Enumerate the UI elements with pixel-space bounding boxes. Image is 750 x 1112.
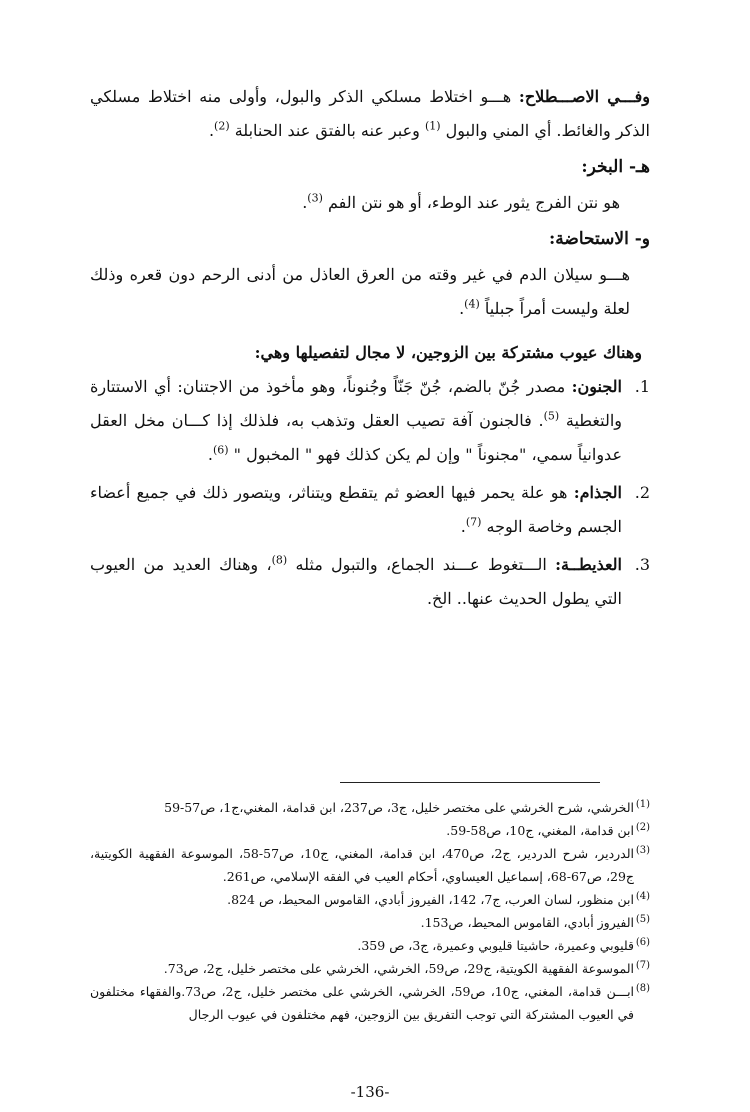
- list-number: 1.: [634, 377, 650, 396]
- footnote: [90, 957, 650, 980]
- footnote-ref[interactable]: (8): [271, 553, 288, 567]
- paragraph-text: وعبر عنه بالفتق عند الحنابلة: [229, 121, 425, 140]
- footnote-number: (1): [635, 799, 650, 810]
- footnote-ref[interactable]: (2): [214, 119, 230, 133]
- footnote-text: الدردير، شرح الدردير، ج2، ص470، ابن قدامة، المغني، ج10، ص57-58، الموسوعة الفقهية الكويتية، ج29، ص67-68، إسماعيل العيساوي، أحكام العيب في الفقه الإسلامي، ص261.: [90, 846, 635, 884]
- footnote-text: الخرشي، شرح الخرشي على مختصر خليل، ج3، ص237، ابن قدامة، المغني،ج1، ص57-59: [164, 800, 634, 815]
- footnote-number: (8): [635, 983, 650, 994]
- footnote-number: (7): [635, 960, 650, 971]
- term-label: وفـــي الاصـــطلاح:: [518, 87, 651, 106]
- list-intro: وهناك عيوب مشتركة بين الزوجين، لا مجال لتفصيلها وهي:: [254, 343, 642, 362]
- footnote-text: قليوبي وعميرة، حاشيتا قليوبي وعميرة، ج3، ص 359.: [357, 938, 634, 953]
- footnote: [90, 888, 650, 911]
- paragraph-istihada: [90, 258, 650, 326]
- punctuation: .: [207, 445, 213, 464]
- footnote-ref[interactable]: (3): [307, 191, 323, 205]
- document-page: [90, 80, 650, 1112]
- section-heading-bakhar: هـ- البخر:: [581, 157, 650, 177]
- paragraph-terminology: [90, 80, 650, 148]
- punctuation: .: [208, 121, 215, 140]
- footnote-text: ابن قدامة، المغني، ج10، ص58-59.: [446, 823, 634, 838]
- footnote: [90, 911, 650, 934]
- paragraph-text: ، وهناك العديد من العيوب التي يطول الحديث عنها.. الخ.: [90, 555, 622, 608]
- paragraph-text: هـــو سيلان الدم في غير وقته من العرق العاذل من أدنى الرحم دون قعره وذلك لعلة وليست أمراً جبلياً: [90, 265, 631, 318]
- list-item: [90, 370, 650, 472]
- paragraph-text: هو نتن الفرج يثور عند الوطء، أو هو نتن الفم: [322, 193, 620, 212]
- footnote: [90, 934, 650, 957]
- footnote-text: الموسوعة الفقهية الكويتية، ج29، ص59، الخرشي، الخرشي على مختصر خليل، ج2، ص73.: [163, 961, 634, 976]
- defects-list: [90, 370, 650, 616]
- footnote-number: (3): [635, 845, 650, 856]
- paragraph-bakhar: [90, 186, 650, 220]
- footnote-text: ابـــن قدامة، المغني، ج10، ص59، الخرشي، الخرشي على مختصر خليل، ج2، ص73.والفقهاء مختلفون في العيوب المشتركة التي توجب التفريق بين الزوجين، فهم مختلفون في عيوب الرجال: [90, 984, 635, 1022]
- footnote-ref[interactable]: (4): [464, 297, 480, 311]
- footnote-ref[interactable]: (7): [465, 515, 482, 529]
- paragraph-text: . فالجنون آفة تصيب العقل وتذهب به، فلذلك إذا كـــان مخل العقل عدوانياً سمي، "مجنوناً " وإن لم يكن كذلك فهو " المخبول ": [90, 411, 622, 464]
- footnote-text: الفيروز أبادي، القاموس المحيط، ص153.: [420, 915, 634, 930]
- footnote: [90, 980, 650, 1026]
- paragraph-text: هو علة يحمر فيها العضو ثم يتقطع ويتناثر، ويتصور ذلك في جميع أعضاء الجسم وخاصة الوجه: [90, 483, 622, 536]
- footnote-number: (2): [635, 822, 650, 833]
- footnote-ref[interactable]: (1): [424, 119, 441, 133]
- footnote: [90, 819, 650, 842]
- section-heading-istihada: و- الاستحاضة:: [549, 229, 650, 249]
- footnote-ref[interactable]: (5): [543, 409, 560, 423]
- term-label: الجنون:: [571, 377, 622, 396]
- punctuation: .: [459, 299, 465, 318]
- paragraph-text: هـــو اختلاط مسلكي الذكر والبول، وأولى منه اختلاط مسلكي الذكر والغائط. أي المني والبول: [90, 87, 650, 140]
- footnote-separator: [340, 782, 600, 783]
- list-number: 2.: [634, 483, 650, 502]
- list-item: [90, 548, 650, 616]
- punctuation: .: [302, 193, 308, 212]
- footnote-ref[interactable]: (6): [212, 443, 229, 457]
- footnote: [90, 796, 650, 819]
- list-item: [90, 476, 650, 544]
- footnotes-section: [90, 796, 650, 1026]
- term-label: العذيطــة:: [555, 555, 622, 574]
- footnote: [90, 842, 650, 888]
- page-number: -136-: [350, 1083, 390, 1101]
- paragraph-text: الـــتغوط عـــند الجماع، والتبول مثله: [287, 555, 556, 574]
- term-label: الجذام:: [573, 483, 622, 502]
- footnote-text: ابن منظور، لسان العرب، ج7، 142، الفيروز أبادي، القاموس المحيط، ص 824.: [227, 892, 634, 907]
- paragraph-text: .: [460, 517, 466, 536]
- footnote-number: (5): [635, 914, 650, 925]
- list-number: 3.: [634, 555, 650, 574]
- paragraph-text: مصدر جُنّ بالضم، جُنّ جَنّاً وجُنوناً، وهو مأخوذ من الاجتنان: أي الاستتارة والتغطية: [90, 377, 622, 430]
- footnote-number: (6): [635, 937, 650, 948]
- footnote-number: (4): [635, 891, 650, 902]
